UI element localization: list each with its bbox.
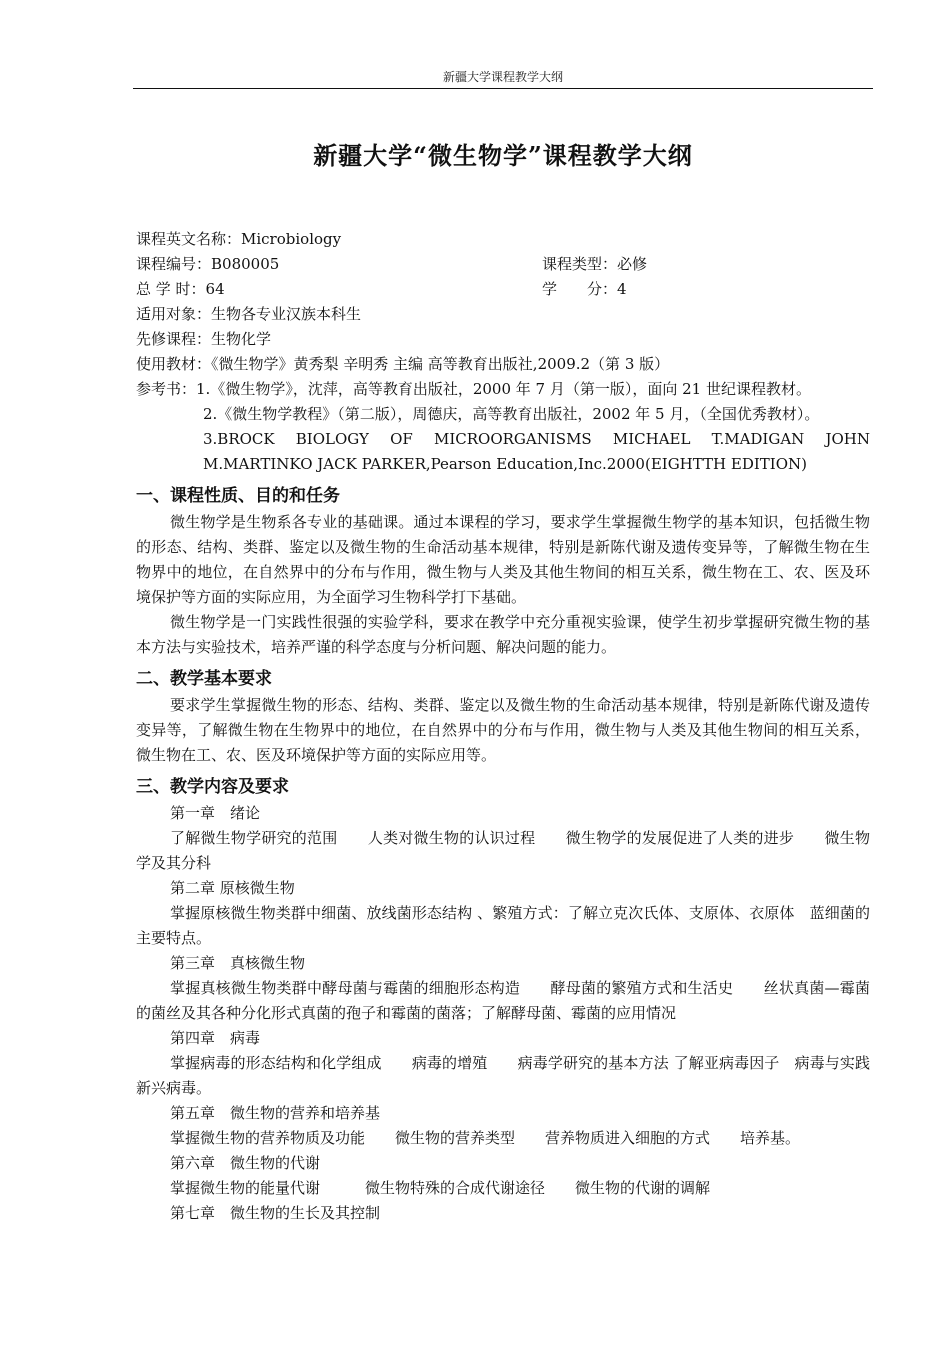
chapter-title: 第六章 微生物的代谢 (170, 1154, 321, 1172)
chapter-content: 掌握微生物的能量代谢 微生物特殊的合成代谢途径 微生物的代谢的调解 (170, 1179, 711, 1197)
document-body (136, 227, 886, 1226)
hours-credits-row (136, 277, 870, 302)
running-header: 新疆大学课程教学大纲 (442, 70, 563, 84)
reference-item: 3.BROCK BIOLOGY OF MICROORGANISMS MICHAEL T.MADIGAN JOHN (203, 430, 870, 448)
section-paragraph: 微生物学是一门实践性很强的实验学科，要求在教学中充分重视实验课，使学生初步掌握研究微生物的基本方法与实验技术，培养严谨的科学态度与分析问题、解决问题的能力。 (136, 613, 870, 656)
chapter-content: 掌握病毒的形态结构和化学组成 病毒的增殖 病毒学研究的基本方法 了解亚病毒因子 病毒与实践 新兴病毒。 (136, 1054, 886, 1097)
references-label: 参考书： (136, 380, 197, 398)
header-rule (133, 88, 873, 89)
document-title: 新疆大学“微生物学”课程教学大纲 (313, 141, 693, 170)
credits: 学 分：4 (542, 280, 627, 298)
section-title: 二、教学基本要求 (136, 669, 272, 689)
course-english-name: 课程英文名称：Microbiology (136, 230, 342, 248)
prerequisite: 先修课程：生物化学 (136, 330, 272, 348)
chapter-content: 掌握原核微生物类群中细菌、放线菌形态结构 、繁殖方式：了解立克次氏体、支原体、衣原体 蓝细菌的主要特点。 (136, 904, 870, 947)
section-title: 一、课程性质、目的和任务 (136, 486, 340, 506)
chapter-title: 第三章 真核微生物 (170, 954, 306, 972)
section-title: 三、教学内容及要求 (136, 777, 289, 797)
section-paragraph: 要求学生掌握微生物的形态、结构、类群、鉴定以及微生物的生命活动基本规律，特别是新陈代谢及遗传变异等，了解微生物在生物界中的地位，在自然界中的分布与作用，微生物与人类及其他生物间的相互关系，微生物在工、农、医及环境保护等方面的实际应用等。 (136, 696, 870, 764)
section-paragraph: 微生物学是生物系各专业的基础课。通过本课程的学习，要求学生掌握微生物学的基本知识，包括微生物的形态、结构、类群、鉴定以及微生物的生命活动基本规律，特别是新陈代谢及遗传变异等，了解微生物在生物界中的地位，在自然界中的分布与作用，微生物与人类及其他生物间的相互关系，微生物在工、农、医及环境保护等方面的实际应用，为全面学习生物科学打下基础。 (136, 513, 870, 606)
chapter-content: 了解微生物学研究的范围 人类对微生物的认识过程 微生物学的发展促进了人类的进步 微生物学及其分科 (136, 829, 870, 872)
course-type: 课程类型：必修 (542, 255, 648, 273)
reference-item: 2.《微生物学教程》（第二版），周德庆，高等教育出版社，2002 年 5 月，（全国优秀教材）。 (203, 405, 820, 423)
reference-first-row (136, 377, 870, 402)
chapter-title: 第五章 微生物的营养和培养基 (170, 1104, 381, 1122)
chapter-content: 掌握真核微生物类群中酵母菌与霉菌的细胞形态构造 酵母菌的繁殖方式和生活史 丝状真菌—霉菌的菌丝及其各种分化形式真菌的孢子和霉菌的菌落；了解酵母菌、霉菌的应用情况 (136, 979, 870, 1022)
reference-item: M.MARTINKO JACK PARKER,Pearson Education,Inc.2000(EIGHTTH EDITION) (203, 455, 807, 473)
reference-item: 1.《微生物学》，沈萍，高等教育出版社，2000 年 7 月（第一版），面向 21 世纪课程教材。 (196, 380, 811, 398)
total-hours: 总 学 时：64 (136, 280, 225, 298)
chapter-title: 第四章 病毒 (170, 1029, 261, 1047)
code-type-row (136, 252, 870, 277)
audience: 适用对象：生物各专业汉族本科生 (136, 305, 362, 323)
chapter-title: 第七章 微生物的生长及其控制 (170, 1204, 381, 1222)
chapter-content: 掌握微生物的营养物质及功能 微生物的营养类型 营养物质进入细胞的方式 培养基。 (170, 1129, 801, 1147)
course-code: 课程编号：B080005 (136, 255, 280, 273)
textbook: 使用教材：《微生物学》黄秀梨 辛明秀 主编 高等教育出版社,2009.2（第 3 版） (136, 355, 670, 373)
chapter-title: 第一章 绪论 (170, 804, 261, 822)
chapter-title: 第二章 原核微生物 (170, 879, 295, 897)
